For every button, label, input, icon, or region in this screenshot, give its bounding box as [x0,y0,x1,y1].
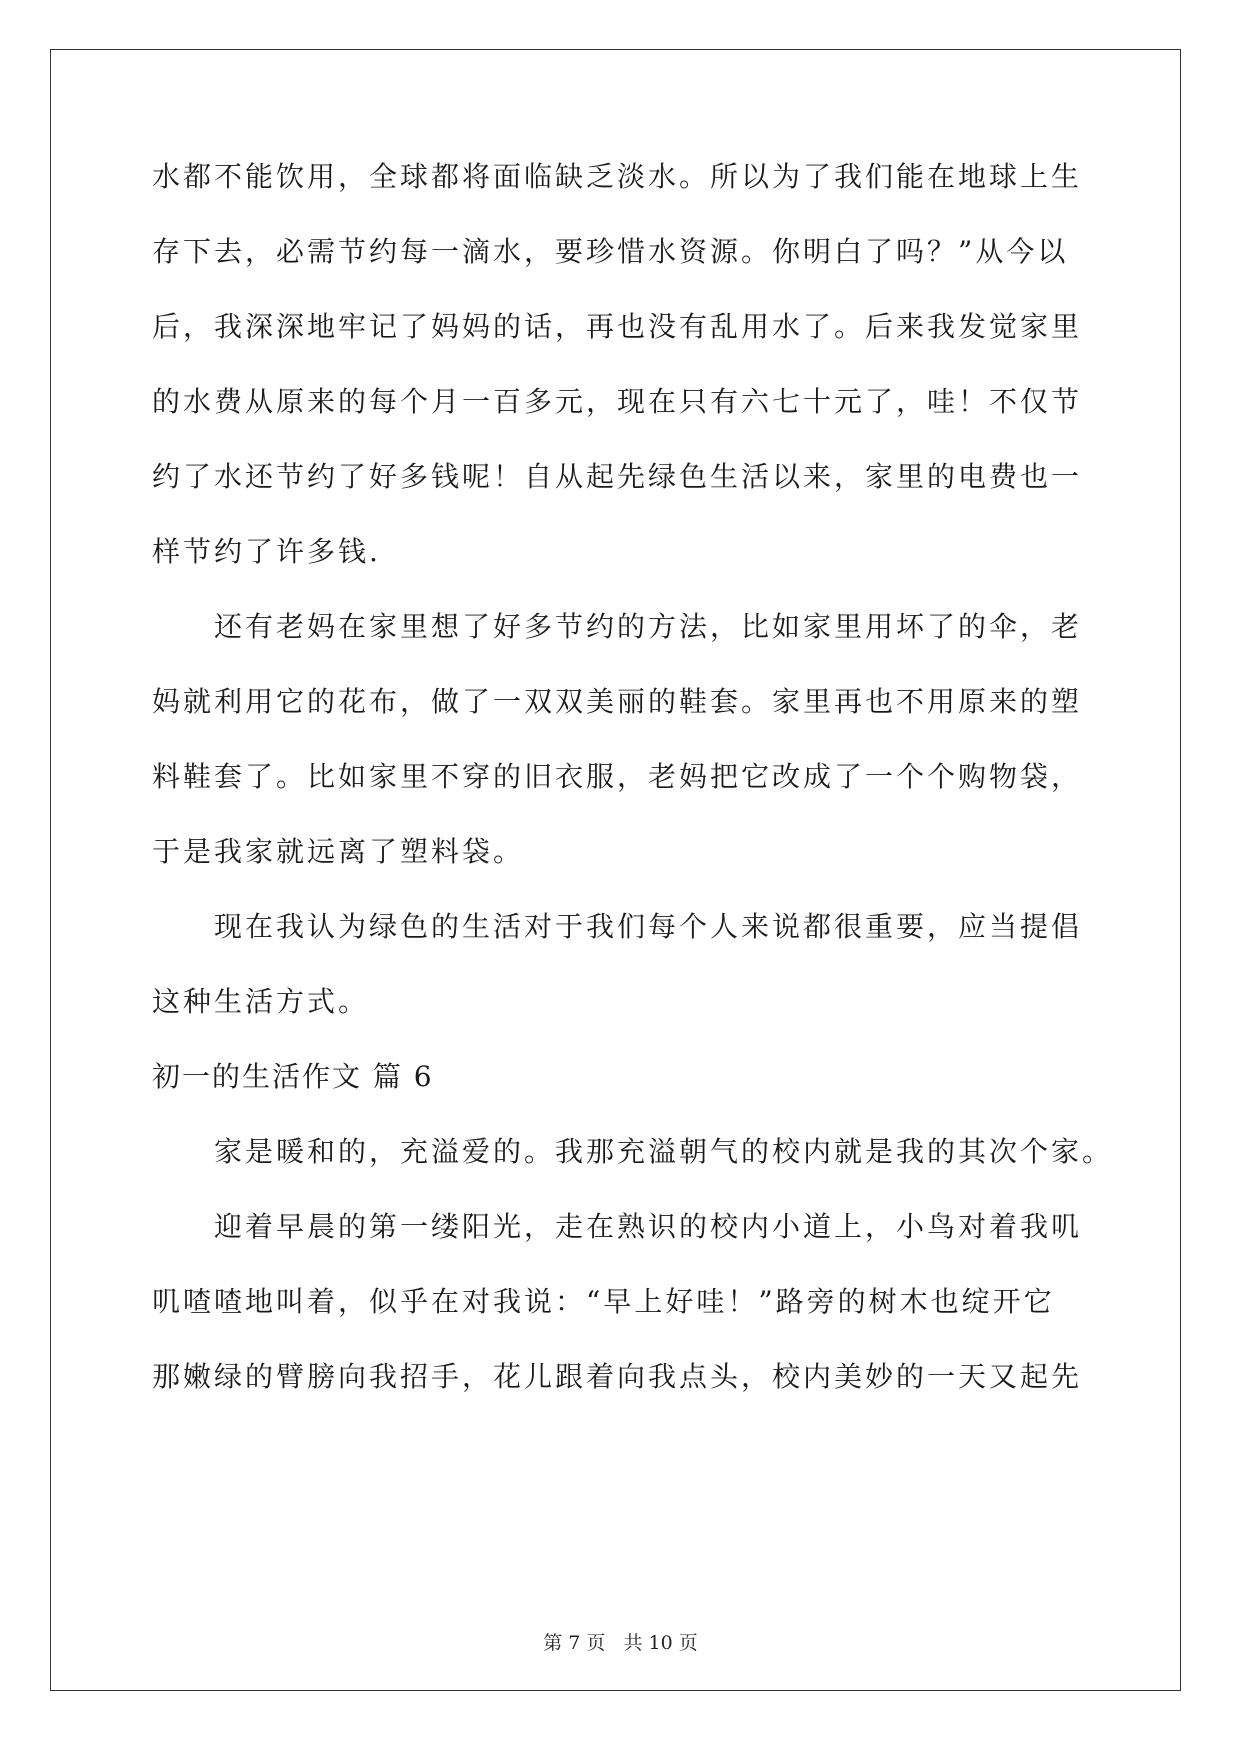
page-total: 共 10 页 [623,1632,698,1654]
text-line: 这种生活方式。 [152,985,370,1018]
page-footer [0,1628,1241,1655]
paragraph-start-line: 还有老妈在家里想了好多节约的方法，比如家里用坏了的伞，老 [214,610,1083,643]
section-heading: 初一的生活作文 篇 6 [152,1060,434,1093]
text-line: 水都不能饮用，全球都将面临缺乏淡水。所以为了我们能在地球上生 [152,160,1083,193]
paragraph-start-line: 迎着早晨的第一缕阳光，走在熟识的校内小道上，小鸟对着我叽 [214,1210,1083,1243]
paragraph-start-line: 家是暖和的，充溢爱的。我那充溢朝气的校内就是我的其次个家。 [214,1135,1114,1168]
page-border [50,49,1181,1691]
text-line: 的水费从原来的每个月一百多元，现在只有六七十元了，哇！不仅节 [152,385,1083,418]
text-line: 妈就利用它的花布，做了一双双美丽的鞋套。家里再也不用原来的塑 [152,685,1083,718]
text-line: 那嫩绿的臂膀向我招手，花儿跟着向我点头，校内美妙的一天又起先 [152,1360,1083,1393]
text-line: 料鞋套了。比如家里不穿的旧衣服，老妈把它改成了一个个购物袋， [152,760,1083,793]
text-line: 约了水还节约了好多钱呢！自从起先绿色生活以来，家里的电费也一 [152,460,1083,493]
text-line: 叽喳喳地叫着，似乎在对我说：“早上好哇！”路旁的树木也绽开它 [152,1285,1055,1318]
page-number: 第 7 页 [543,1632,606,1654]
text-line: 样节约了许多钱. [152,535,381,568]
text-line: 后，我深深地牢记了妈妈的话，再也没有乱用水了。后来我发觉家里 [152,310,1083,343]
text-line: 存下去，必需节约每一滴水，要珍惜水资源。你明白了吗？”从今以 [152,235,1069,268]
paragraph-start-line: 现在我认为绿色的生活对于我们每个人来说都很重要，应当提倡 [214,910,1083,943]
text-line: 于是我家就远离了塑料袋。 [152,835,525,868]
